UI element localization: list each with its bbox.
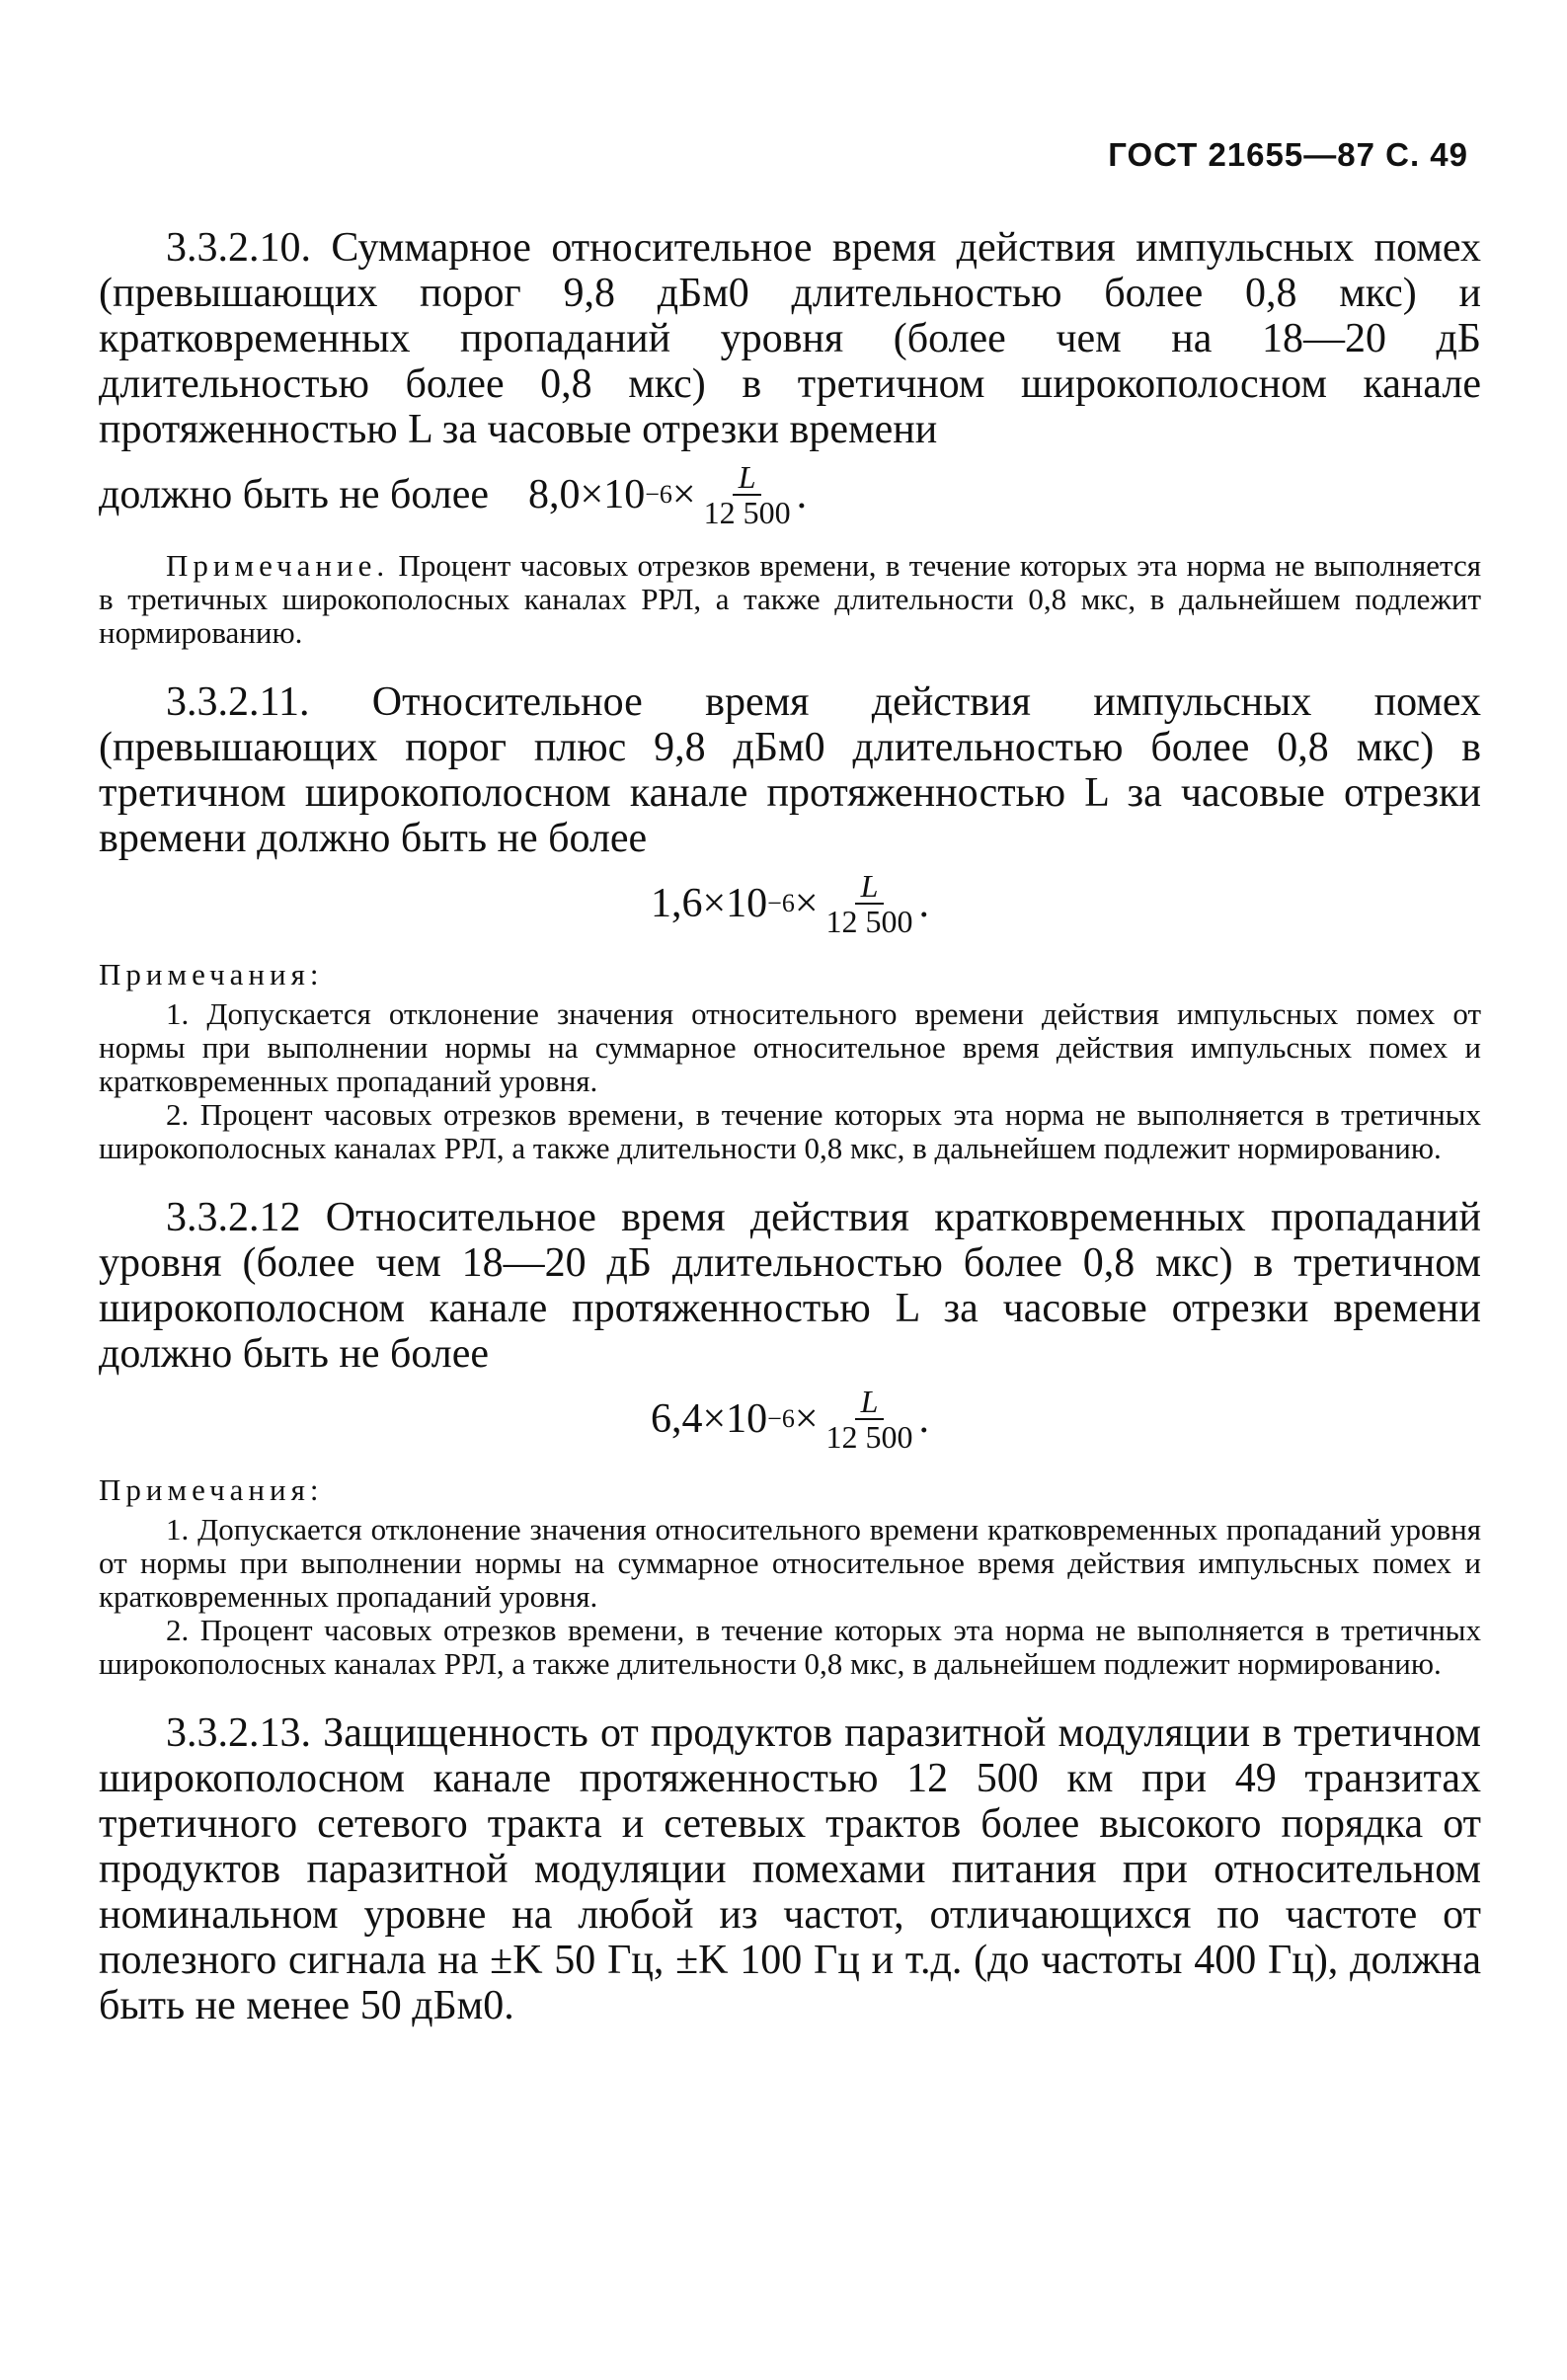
formula bbox=[99, 869, 1481, 938]
formula-fraction bbox=[821, 1385, 919, 1454]
section-text: 3.3.2.10. Суммарное относительное время действия импульсных помех (превышающих порог 9,8 дБм0 длительностью более 0,8 мкс) и кратковременных пропаданий уровня (более чем на 18—20 дБ длительностью более 0,8 мкс) в третичном широкополосном канале протяженностью L за часовые отрезки времени bbox=[99, 225, 1481, 452]
formula-end: . bbox=[918, 881, 930, 926]
fraction-denominator: 12 500 bbox=[825, 904, 913, 939]
formula-end: . bbox=[918, 1396, 930, 1442]
formula-fraction bbox=[821, 869, 919, 938]
page-header: ГОСТ 21655—87 С. 49 bbox=[1108, 136, 1468, 173]
section-3-3-2-11 bbox=[99, 679, 1481, 1165]
section-text: 3.3.2.13. Защищенность от продуктов паразитной модуляции в третичном широкополосном канале протяженностью 12 500 км при 49 транзитах третичного сетевого тракта и сетевых трактов более высокого порядка от продуктов паразитной модуляции помехами питания при относительном номинальном уровне на любой из частот, отличающихся по частоте от полезного сигнала на ±K 50 Гц, ±K 100 Гц и т.д. (до частоты 400 Гц), должна быть не менее 50 дБм0. bbox=[99, 1710, 1481, 2028]
formula-fraction bbox=[698, 460, 797, 529]
note-2: 2. Процент часовых отрезков времени, в течение которых эта норма не выполняется в третичных широкополосных каналах РРЛ, а также длительности 0,8 мкс, в дальнейшем подлежит нормированию. bbox=[99, 1613, 1481, 1681]
formula-end: . bbox=[796, 472, 808, 517]
note-text: Процент часовых отрезков времени, в течение которых эта норма не выполняется в третичных широкополосных каналах РРЛ, а также длительности 0,8 мкс, в дальнейшем подлежит нормированию. bbox=[99, 548, 1481, 650]
formula-base: 1,6×10 bbox=[650, 881, 768, 926]
fraction-numerator: L bbox=[733, 460, 762, 496]
formula-base: 6,4×10 bbox=[650, 1396, 768, 1442]
notes-title: Примечания: bbox=[99, 1472, 324, 1507]
note-1: 1. Допускается отклонение значения относительного времени кратковременных пропаданий уровня от нормы при выполнении нормы на суммарное относительное время действия импульсных помех и кратковременных пропаданий уровня. bbox=[99, 1512, 1481, 1614]
section-3-3-2-13 bbox=[99, 1710, 1481, 2028]
formula-lead: должно быть не более bbox=[99, 472, 490, 517]
formula-mult: × bbox=[671, 472, 696, 517]
section-3-3-2-10 bbox=[99, 225, 1481, 650]
note-2: 2. Процент часовых отрезков времени, в течение которых эта норма не выполняется в третичных широкополосных каналах РРЛ, а также длительности 0,8 мкс, в дальнейшем подлежит нормированию. bbox=[99, 1097, 1481, 1165]
formula-exponent: −6 bbox=[767, 1404, 795, 1433]
formula-mult: × bbox=[794, 1396, 819, 1442]
fraction-numerator: L bbox=[855, 869, 885, 905]
section-text: 3.3.2.11. Относительное время действия импульсных помех (превышающих порог плюс 9,8 дБм0 длительностью более 0,8 мкс) в третичном широкополосном канале протяженностью L за часовые отрезки времени должно быть не более bbox=[99, 679, 1481, 861]
formula-exponent: −6 bbox=[645, 480, 672, 509]
formula bbox=[99, 460, 1481, 529]
formula bbox=[99, 1385, 1481, 1454]
section-text: 3.3.2.12 Относительное время действия кратковременных пропаданий уровня (более чем 18—20 дБ длительностью более 0,8 мкс) в третичном широкополосном канале протяженностью L за часовые отрезки времени должно быть не более bbox=[99, 1195, 1481, 1377]
formula-base: 8,0×10 bbox=[528, 472, 646, 517]
fraction-numerator: L bbox=[855, 1385, 885, 1420]
fraction-denominator: 12 500 bbox=[825, 1419, 913, 1455]
note bbox=[99, 549, 1481, 650]
notes-title: Примечания: bbox=[99, 957, 324, 992]
note-title: Примечание. bbox=[166, 548, 390, 583]
note-1: 1. Допускается отклонение значения относительного времени действия импульсных помех от нормы при выполнении нормы на суммарное относительное время действия импульсных помех и кратковременных пропаданий уровня. bbox=[99, 996, 1481, 1098]
document-body bbox=[99, 225, 1481, 2058]
formula-mult: × bbox=[794, 881, 819, 926]
fraction-denominator: 12 500 bbox=[703, 495, 791, 530]
section-3-3-2-12 bbox=[99, 1195, 1481, 1681]
formula-exponent: −6 bbox=[767, 889, 795, 917]
